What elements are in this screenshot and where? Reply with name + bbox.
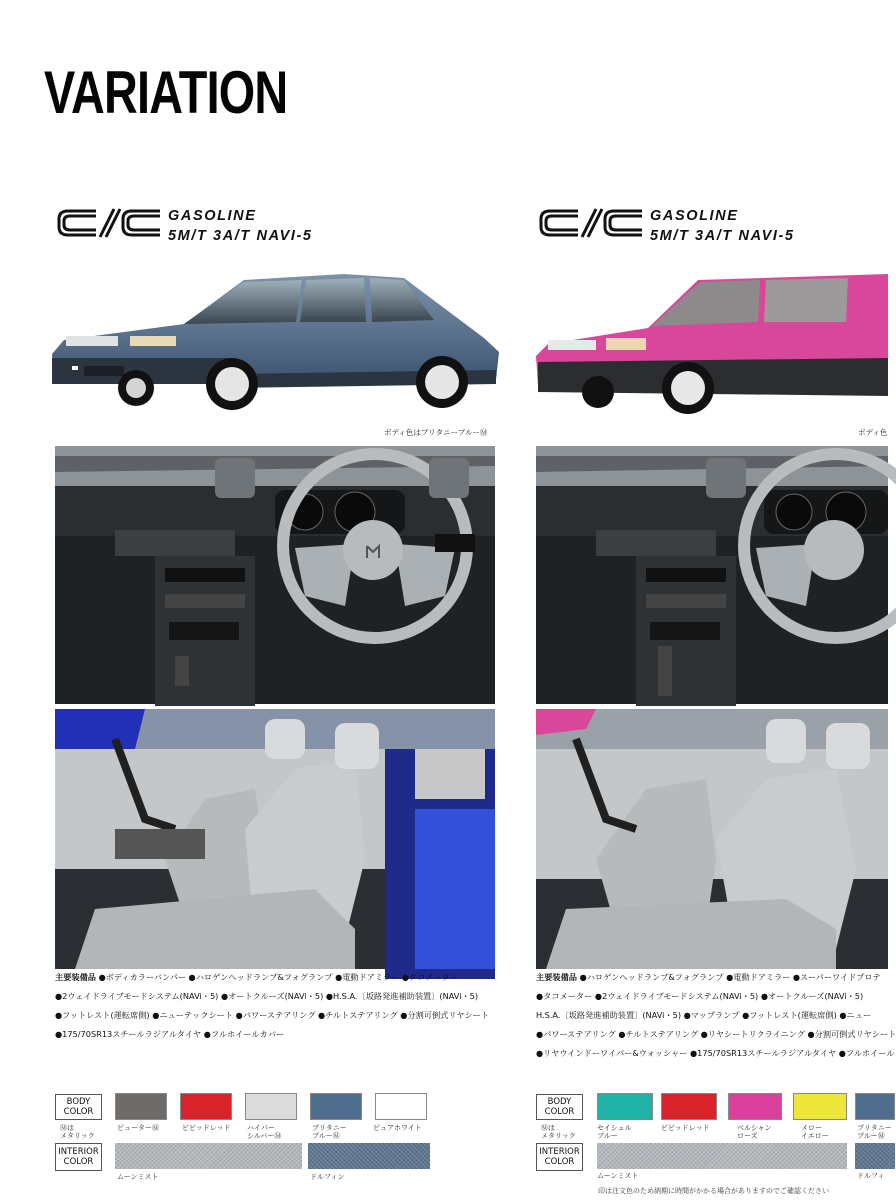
body-color-label: BODY COLOR [55, 1094, 102, 1120]
order-color-footnote: 印は注文色のため納期に時間がかかる場合がありますのでご確認ください [598, 1187, 829, 1195]
car-color-caption: ボディ色 [858, 428, 888, 437]
grade-line-2: 5M/T 3A/T NAVI-5 [168, 228, 313, 244]
interior-color-name: ドルフィ [857, 1172, 885, 1180]
body-color-chip [793, 1093, 847, 1120]
interior-color-name: ムーンミスト [117, 1173, 159, 1181]
equipment-line-1: ●ハロゲンヘッドランプ&フォグランプ ●電動ドアミラー ●スーパーワイドプロテ [579, 972, 881, 982]
interior-color-chip [115, 1143, 302, 1169]
grade-line-1: GASOLINE [650, 208, 739, 224]
body-color-chip [375, 1093, 427, 1120]
body-color-name: セイシェル ブルー [597, 1124, 632, 1140]
page-title: VARIATION [44, 59, 288, 126]
interior-color-name: ドルフィン [310, 1173, 345, 1181]
equipment-line-3: H.S.A.〔坂路発進補助装置〕(NAVi・5) ●マップランプ ●フットレスト(運転席側) ●ニュー [536, 1010, 872, 1020]
body-color-name: ハイパー シルバーⓂ [247, 1124, 282, 1140]
body-color-chip [728, 1093, 782, 1120]
variation-column-right [500, 0, 896, 1200]
car-color-caption: ボディ色はブリタニーブルーⓂ [384, 428, 488, 437]
body-color-name: ビビッドレッド [182, 1124, 231, 1132]
body-color-chip [855, 1093, 895, 1120]
interior-color-chip [855, 1143, 895, 1169]
equipment-heading: 主要装備品 [55, 972, 96, 982]
body-color-chip [661, 1093, 717, 1120]
equipment-list [55, 968, 489, 1044]
body-color-chip [597, 1093, 653, 1120]
cc-logo [538, 207, 648, 239]
interior-color-chip [308, 1143, 430, 1169]
interior-color-label: INTERIOR COLOR [536, 1143, 583, 1171]
grade-line-2: 5M/T 3A/T NAVI-5 [650, 228, 795, 244]
body-color-name: メロー イエロー [801, 1124, 829, 1140]
equipment-line-4: ●パワーステアリング ●チルトステアリング ●リヤシートリクライニング ●分割可倒式リヤシート [536, 1029, 896, 1039]
equipment-line-1: ●ボディカラーバンパー ●ハロゲンヘッドランプ&フォグランプ ●電動ドアミラー ●タコメーター [98, 972, 459, 982]
metallic-note: Ⓜは メタリック [60, 1124, 95, 1140]
body-color-name: ビビッドレッド [661, 1124, 710, 1132]
body-color-name: ベルシャン ローズ [737, 1124, 772, 1140]
body-color-name: ピュアホワイト [373, 1124, 422, 1132]
equipment-line-3: ●フットレスト(運転席側) ●ニューテックシート ●パワーステアリング ●チルトステアリング ●分割可倒式リヤシート [55, 1010, 490, 1020]
body-color-name: ブリタニー ブルーⓂ [312, 1124, 347, 1140]
equipment-heading: 主要装備品 [536, 972, 577, 982]
metallic-note: Ⓜは メタリック [541, 1124, 576, 1140]
body-color-chip [310, 1093, 362, 1120]
car-exterior-photo [528, 266, 888, 426]
equipment-line-2: ●2ウェイドライブモードシステム(NAVi・5) ●オートクルーズ(NAVi・5) ●H.S.A.〔坂路発進補助装置〕(NAVi・5) [55, 991, 479, 1001]
cc-logo [56, 207, 166, 239]
equipment-list [536, 968, 896, 1063]
equipment-line-4: ●175/70SR13スチールラジアルタイヤ ●フルホイールカバー [55, 1029, 285, 1039]
dashboard-photo [536, 446, 888, 704]
interior-seats-photo [55, 709, 495, 969]
equipment-line-2: ●タコメーター ●2ウェイドライブモードシステム(NAVi・5) ●オートクルーズ(NAVi・5) [536, 991, 864, 1001]
grade-line-1: GASOLINE [168, 208, 257, 224]
body-color-chip [180, 1093, 232, 1120]
equipment-line-5: ●リヤウインドーワイパー&ウォッシャー ●175/70SR13スチールラジアルタイヤ ●フルホイール [536, 1048, 895, 1058]
car-exterior-photo [44, 262, 504, 422]
body-color-name: ピューターⓂ [117, 1124, 159, 1132]
body-color-chip [245, 1093, 297, 1120]
body-color-name: ブリタニー ブルーⓂ [857, 1124, 892, 1140]
interior-color-chip [597, 1143, 847, 1169]
interior-color-label: INTERIOR COLOR [55, 1143, 102, 1171]
dashboard-photo [55, 446, 495, 704]
interior-seats-photo [536, 709, 888, 969]
body-color-chip [115, 1093, 167, 1120]
interior-color-name: ムーンミスト [597, 1172, 639, 1180]
body-color-label: BODY COLOR [536, 1094, 583, 1120]
